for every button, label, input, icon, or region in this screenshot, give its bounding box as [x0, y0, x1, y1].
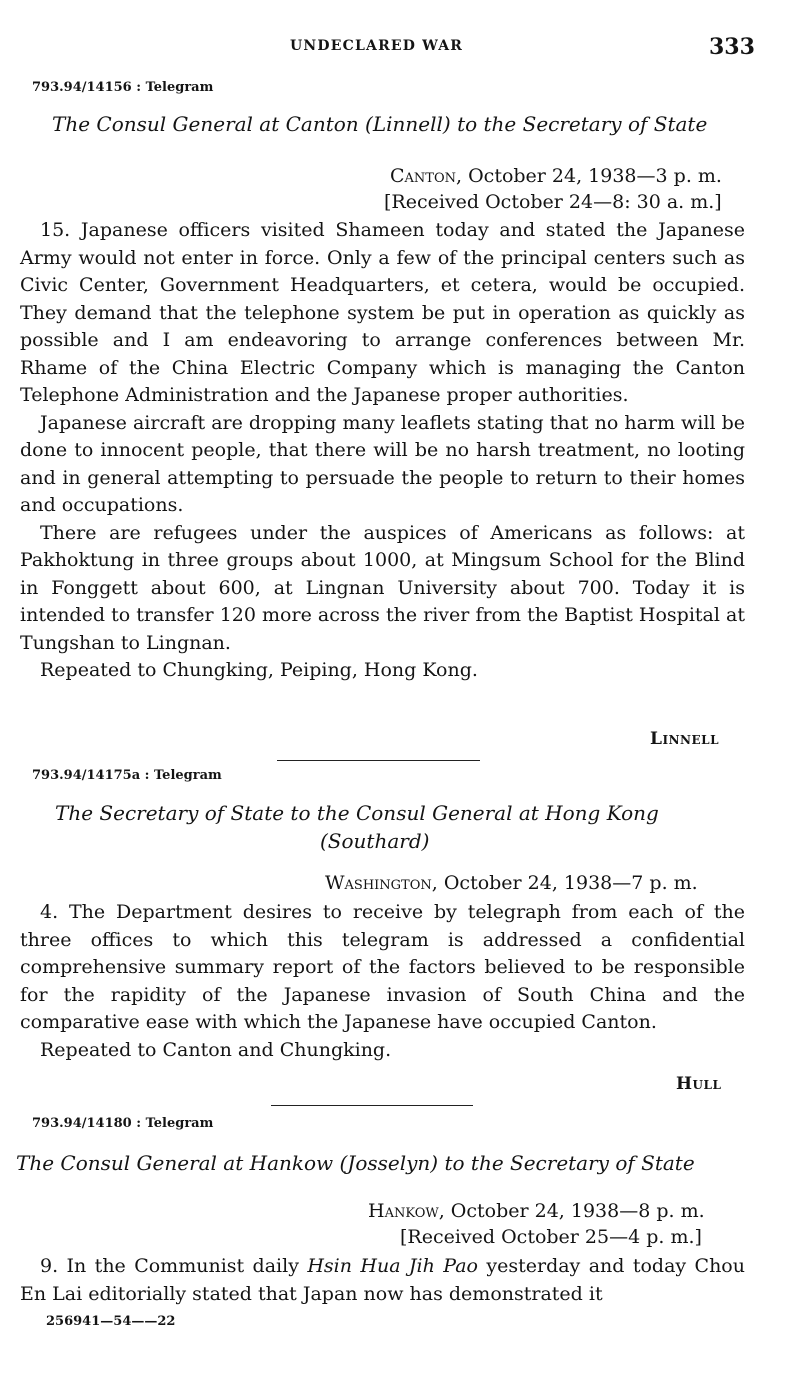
newspaper-title: Hsin Hua Jih Pao — [307, 1255, 478, 1277]
doc1-file-number: 793.94/14156 : Telegram — [32, 80, 214, 95]
doc2-heading-line2: (Southard) — [320, 829, 430, 853]
separator-rule — [271, 1105, 473, 1106]
running-head — [0, 34, 797, 60]
doc3-dateline — [368, 1200, 705, 1222]
running-title: UNDECLARED WAR — [290, 38, 464, 54]
doc3-date-sent: , October 24, 1938—8 p. m. — [438, 1200, 705, 1222]
doc3-para-suffix: yesterday and today Chou En Lai editorially stated that Japan now has demonstrated it — [20, 1255, 745, 1305]
doc3-file-number: 793.94/14180 : Telegram — [32, 1116, 214, 1131]
doc2-date-sent: , October 24, 1938—7 p. m. — [431, 872, 698, 894]
doc3-received: [Received October 25—4 p. m.] — [400, 1226, 702, 1248]
doc1-received: [Received October 24—8: 30 a. m.] — [384, 191, 722, 213]
doc3-place: Hankow — [368, 1200, 439, 1222]
doc1-body — [20, 217, 745, 685]
doc2-signature: Hull — [676, 1074, 722, 1094]
doc1-signature: Linnell — [650, 729, 720, 749]
doc1-place: Canton — [390, 165, 457, 187]
doc1-paragraph: There are refugees under the auspices of Americans as follows: at Pakhoktung in three groups about 1000, at Mingsum School for the Blind in Fonggett about 600, at Lingnan University about 700. Today it is intended to transfer 120 more across the river from the Baptist Hospital at Tungshan to Lingnan. — [20, 521, 745, 654]
doc3-heading: The Consul General at Hankow (Josselyn) to the Secretary of State — [16, 1151, 695, 1175]
doc2-dateline — [325, 872, 698, 894]
doc1-paragraph: Japanese aircraft are dropping many leaflets stating that no harm will be done to innocent people, that there will be no harsh treatment, no looting and in general attempting to persuade the people to return to their homes and occupations. — [20, 411, 745, 516]
doc2-body — [20, 899, 745, 1064]
doc3-body — [20, 1253, 745, 1308]
doc3-paragraph — [20, 1253, 745, 1308]
doc1-paragraph: Repeated to Chungking, Peiping, Hong Kong. — [40, 659, 478, 681]
print-code: 256941—54——22 — [46, 1314, 176, 1329]
page-number: 333 — [709, 34, 755, 60]
doc2-paragraph: Repeated to Canton and Chungking. — [40, 1038, 392, 1061]
separator-rule — [277, 760, 480, 761]
doc1-heading: The Consul General at Canton (Linnell) to the Secretary of State — [52, 112, 708, 136]
doc2-heading-line1: The Secretary of State to the Consul General at Hong Kong — [55, 801, 659, 825]
doc1-dateline — [390, 165, 722, 187]
doc1-date-sent: , October 24, 1938—3 p. m. — [456, 165, 722, 187]
doc2-paragraph: 4. The Department desires to receive by telegraph from each of the three offices to which this telegram is addressed a confidential comprehensive summary report of the factors believed to be responsible for the rapidity of the Japanese invasion of South China and the comparative ease with which the Japanese have occupied Canton. — [20, 901, 745, 1033]
doc1-paragraph: 15. Japanese officers visited Shameen today and stated the Japanese Army would not enter in force. Only a few of the principal centers such as Civic Center, Government Headquarters, et cetera, would be occupied. They demand that the telephone system be put in operation as quickly as possible and I am endeavoring to arrange conferences between Mr. Rhame of the China Electric Company which is managing the Canton Telephone Administration and the Japanese proper authorities. — [20, 219, 745, 406]
doc2-file-number: 793.94/14175a : Telegram — [32, 768, 222, 783]
doc3-para-prefix: 9. In the Communist daily — [40, 1255, 308, 1277]
doc2-place: Washington — [325, 872, 432, 894]
